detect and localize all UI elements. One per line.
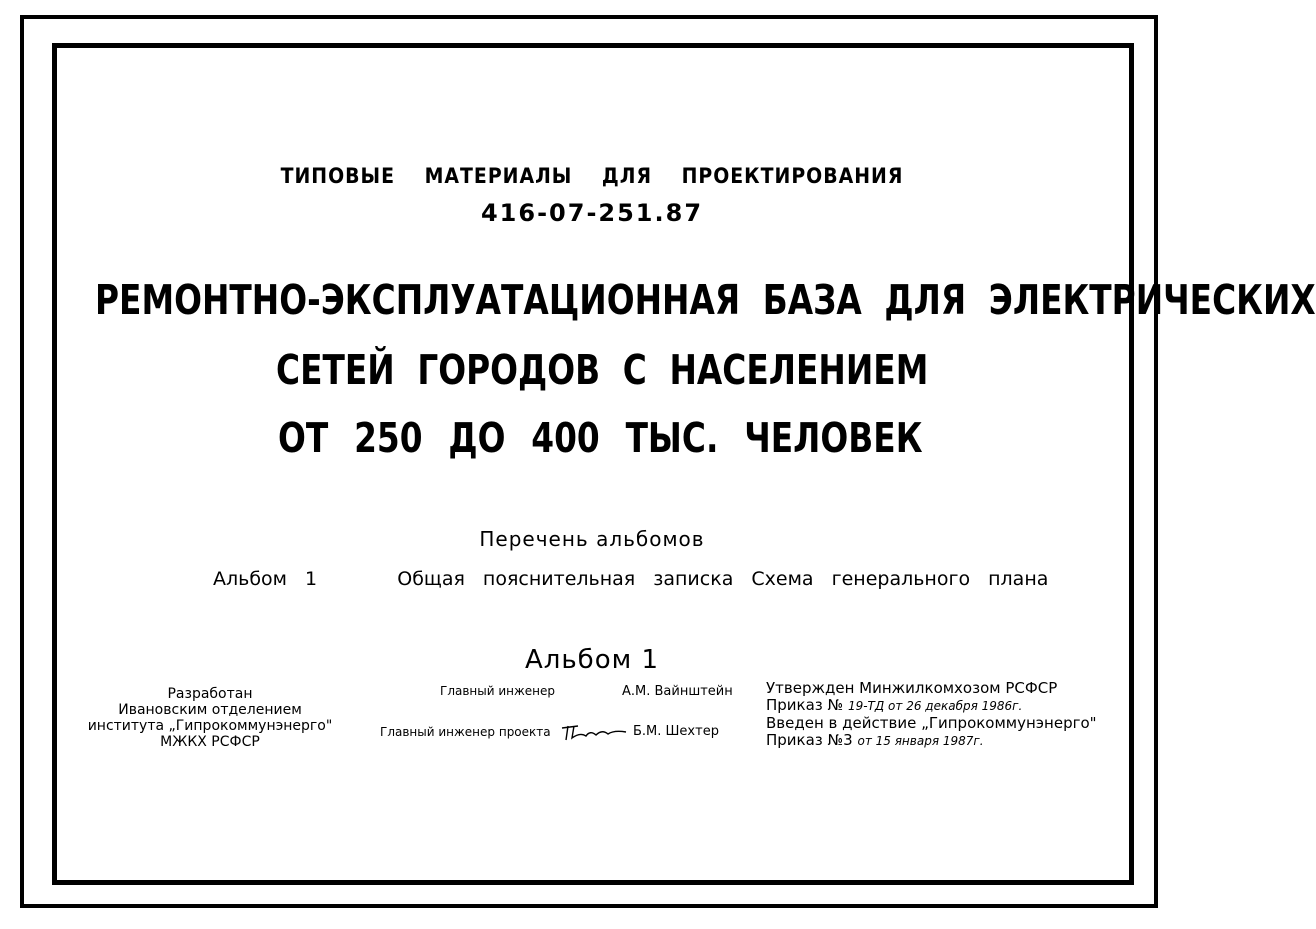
chief-engineer-name: А.М. Вайнштейн	[622, 684, 733, 699]
series-heading: ТИПОВЫЕ МАТЕРИАЛЫ ДЛЯ ПРОЕКТИРОВАНИЯ	[280, 164, 904, 188]
document-code: 416-07-251.87	[480, 199, 704, 227]
approval-line-2	[766, 697, 1097, 715]
current-album-heading: Альбом 1	[524, 645, 660, 675]
order-2-prefix: Приказ №3	[766, 731, 853, 749]
order-prefix: Приказ №	[766, 696, 844, 714]
title-line-3: ОТ 250 ДО 400 ТЫС. ЧЕЛОВЕК	[278, 414, 923, 462]
developer-line-1: Разработан	[167, 686, 253, 702]
album-list-entry	[213, 568, 1048, 590]
developer-block	[80, 686, 340, 750]
order-2-detail: от 15 января 1987г.	[857, 734, 984, 748]
approval-block	[766, 680, 1097, 750]
approval-line-4	[766, 732, 1097, 750]
signature	[560, 720, 630, 744]
title-line-2: СЕТЕЙ ГОРОДОВ С НАСЕЛЕНИЕМ	[276, 346, 929, 394]
enacted-prefix: Введен в действие	[766, 714, 917, 732]
developer-line-3: института „Гипрокоммунэнерго"	[87, 718, 333, 734]
project-engineer-name: Б.М. Шехтер	[633, 724, 719, 739]
developer-line-2: Ивановским отделением	[118, 702, 302, 718]
approval-line-1: Утвержден Минжилкомхозом РСФСР	[766, 679, 1058, 697]
albums-list-heading: Перечень альбомов	[479, 527, 705, 551]
enacted-org: „Гипрокоммунэнерго"	[921, 714, 1097, 732]
album-entry-text: Общая пояснительная записка Схема генерального плана	[397, 568, 1049, 590]
developer-line-4: МЖКХ РСФСР	[160, 734, 260, 750]
chief-engineer-label: Главный инженер	[440, 684, 556, 698]
project-engineer-label: Главный инженер проекта	[380, 725, 551, 739]
approval-line-3	[766, 715, 1097, 732]
order-detail: 19-ТД от 26 декабря 1986г.	[847, 699, 1023, 713]
title-line-1: РЕМОНТНО-ЭКСПЛУАТАЦИОННАЯ БАЗА ДЛЯ ЭЛЕКТРИЧЕСКИХ	[95, 276, 1316, 324]
album-entry-label: Альбом 1	[213, 568, 318, 590]
